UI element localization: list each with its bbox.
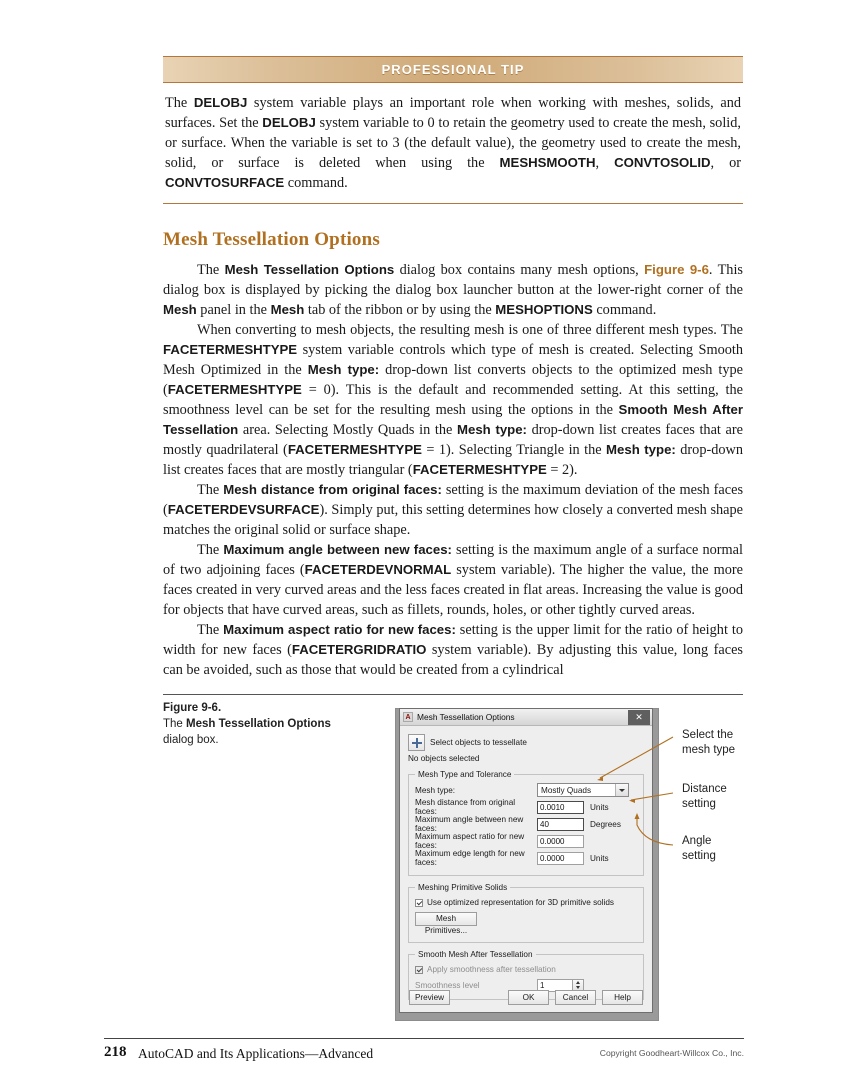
callout-mesh-type-line1: Select the: [682, 729, 734, 741]
smoothness-level-input[interactable]: 1: [537, 979, 573, 992]
section-heading: Mesh Tessellation Options: [163, 229, 380, 251]
figure-caption-text: The Mesh Tessellation Options dialog box.: [163, 717, 331, 746]
checkbox-icon[interactable]: [415, 899, 423, 907]
tolerance-row-input[interactable]: 0.0000: [537, 835, 584, 848]
preview-button[interactable]: Preview: [409, 990, 450, 1005]
smooth-group-legend: Smooth Mesh After Tessellation: [418, 950, 533, 959]
ok-button[interactable]: OK: [508, 990, 549, 1005]
section-body: [163, 260, 743, 680]
mesh-primitives-button[interactable]: Mesh Primitives...: [415, 912, 477, 926]
mesh-type-value: Mostly Quads: [541, 785, 592, 795]
tolerance-row-unit: Units: [590, 853, 609, 863]
checkbox-icon[interactable]: [415, 966, 423, 974]
callout-angle-line1: Angle: [682, 835, 712, 847]
primitive-group-legend: Meshing Primitive Solids: [418, 883, 508, 892]
callout-distance-line1: Distance: [682, 783, 727, 795]
callout-leader-lines: [545, 715, 695, 865]
callout-mesh-type-line2: mesh type: [682, 743, 736, 756]
page-footer-divider: [104, 1038, 744, 1039]
body-paragraph: The Maximum aspect ratio for new faces: setting is the upper limit for the ratio of height to width for new faces (FACETERGRIDRATIO system variable). By adjusting this value, long faces can be avoided, such as those that would be created from a cylindrical: [163, 622, 743, 679]
tolerance-row-unit: Degrees: [590, 819, 621, 829]
tolerance-row-label: Mesh distance from original faces:: [415, 798, 516, 816]
tolerance-row-label: Maximum aspect ratio for new faces:: [415, 832, 525, 850]
body-paragraph: The Mesh distance from original faces: setting is the maximum deviation of the mesh faces (FACETERDEVSURFACE). Simply put, this setting determines how closely a converted mesh shape matches the original solid or surface shape.: [163, 482, 744, 539]
no-objects-selected-status: No objects selected: [408, 754, 480, 763]
professional-tip-header: [163, 57, 743, 83]
professional-tip-box: [163, 56, 743, 204]
select-objects-label: Select objects to tessellate: [430, 738, 527, 747]
tolerance-row-input[interactable]: 40: [537, 818, 584, 831]
smoothness-level-label: Smoothness level: [415, 980, 480, 990]
tolerance-row-label: Maximum edge length for new faces:: [415, 849, 525, 867]
use-optimized-representation-label: Use optimized representation for 3D primitive solids: [427, 898, 615, 907]
callout-distance: [682, 782, 727, 812]
book-title: AutoCAD and Its Applications—Advanced: [138, 1046, 374, 1061]
close-icon[interactable]: ✕: [628, 710, 650, 725]
professional-tip-body: [163, 83, 743, 203]
dialog-title: Mesh Tessellation Options: [417, 712, 515, 722]
page-content-column: [163, 0, 743, 680]
page-number: 218: [104, 1044, 127, 1060]
callout-angle: [682, 834, 716, 864]
figure-caption: [163, 701, 363, 748]
body-paragraph: The Maximum angle between new faces: setting is the maximum angle of a surface normal of two adjoining faces (FACETERDEVNORMAL system variable). The higher the value, the more faces created in very curved areas and the less faces created in flat areas. Increasing the value is good for objects that have curved areas, such as fillets, rounds, holes, or other tightly curved areas.: [163, 542, 743, 619]
tolerance-row-input[interactable]: 0.0000: [537, 852, 584, 865]
mesh-type-label: Mesh type:: [415, 785, 456, 795]
meshing-primitive-solids-group: [408, 883, 644, 943]
dialog-footer: [400, 982, 652, 1012]
apply-smoothness-checkbox-row[interactable]: [415, 965, 637, 974]
select-objects-icon[interactable]: [408, 734, 425, 751]
body-paragraph: The Mesh Tessellation Options dialog box contains many mesh options, Figure 9-6. This dialog box is displayed by picking the dialog box launcher button at the lower-right corner of the Mesh panel in the Mesh tab of the ribbon or by using the MESHOPTIONS command.: [163, 262, 743, 319]
mesh-type-group-legend: Mesh Type and Tolerance: [418, 770, 512, 779]
professional-tip-title: PROFESSIONAL TIP: [381, 62, 525, 77]
help-button[interactable]: Help: [602, 990, 643, 1005]
cancel-button[interactable]: Cancel: [555, 990, 596, 1005]
tolerance-row-label: Maximum angle between new faces:: [415, 815, 524, 833]
figure-divider: [163, 694, 743, 695]
tolerance-row-unit: Units: [590, 802, 609, 812]
figure-number: Figure 9-6.: [163, 702, 222, 714]
tolerance-row-input[interactable]: 0.0010: [537, 801, 584, 814]
body-paragraph: When converting to mesh objects, the resulting mesh is one of three different mesh types. The FACETERMESHTYPE system variable controls which type of mesh is created. Selecting Smooth Mesh Optimized in the Mesh type: drop-down list converts objects to the optimized mesh type (FACETERMESHTYPE = 0). This is the default and recommended setting. At this setting, the smoothness level can be set for the resulting mesh using the options in the Smooth Mesh After Tessellation area. Selecting Mostly Quads in the Mesh type: drop-down list creates faces that are mostly quadrilateral (FACETERMESHTYPE = 1). Selecting Triangle in the Mesh type: drop-down list creates faces that are mostly triangular (FACETERMESHTYPE = 2).: [163, 322, 743, 479]
apply-smoothness-label: Apply smoothness after tessellation: [427, 965, 556, 974]
professional-tip-text: The DELOBJ system variable plays an important role when working with meshes, solids, and surfaces. Set the DELOBJ system variable to 0 to retain the geometry used to create the mesh, solid, or surface. When the variable is set to 3 (the default value), the geometry used to create the mesh, solid, or surface is deleted when using the MESHSMOOTH, CONVTOSOLID, or CONVTOSURFACE command.: [165, 95, 741, 192]
copyright-notice: Copyright Goodheart-Willcox Co., Inc.: [599, 1048, 744, 1058]
use-optimized-representation-checkbox-row[interactable]: [415, 898, 637, 907]
callout-angle-line2: setting: [682, 849, 716, 862]
autocad-logo-icon: A: [403, 712, 413, 722]
callout-mesh-type: [682, 728, 735, 758]
callout-distance-line2: setting: [682, 797, 716, 810]
